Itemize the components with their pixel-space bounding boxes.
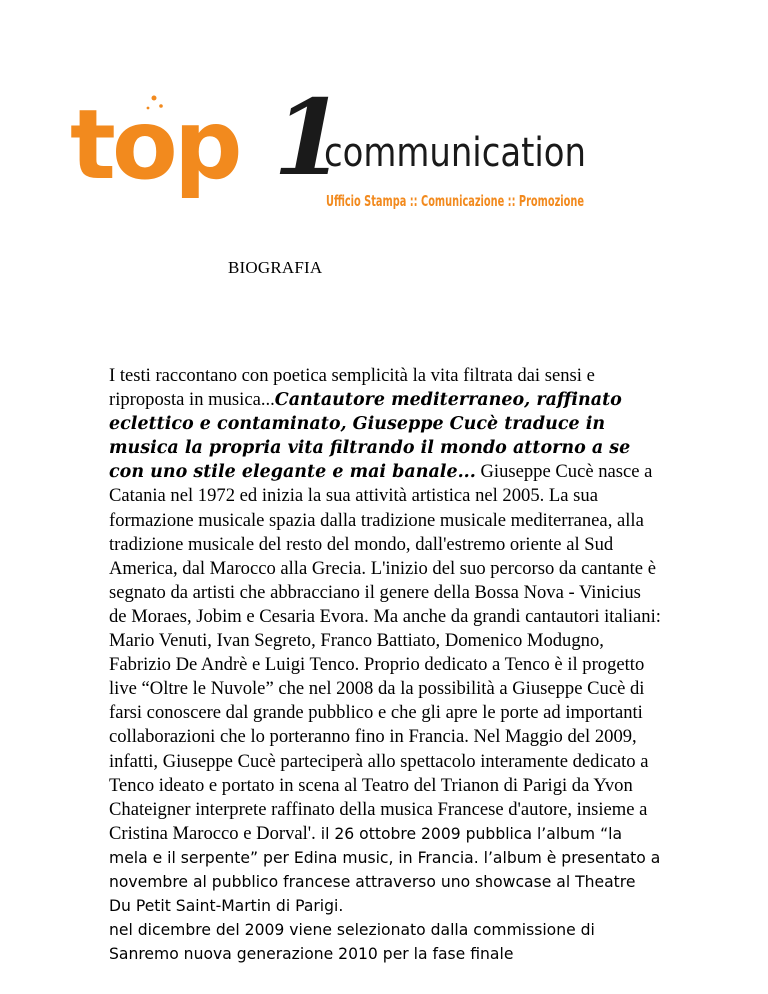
biography-paragraph bbox=[109, 364, 661, 966]
top1-communication-logo bbox=[68, 76, 588, 222]
company-logo bbox=[68, 76, 588, 222]
logo-tagline-text: Ufficio Stampa :: Comunicazione :: Promozione bbox=[326, 192, 584, 210]
logo-name-text: communication bbox=[324, 130, 586, 176]
album-text: il 26 ottobre 2009 pubblica l’album “la mela e il serpente” per Edina music, in Francia. l’album è presentato a novembre al pubblico francese attraverso uno showcase al Theatre Du Petit Saint-Martin di Parigi. bbox=[109, 824, 661, 916]
logo-numeral-text: 1 bbox=[273, 76, 346, 199]
tagline-bold-italic: Cantautore mediterraneo, raffinato eclettico e contaminato, Giuseppe Cucè traduce in musica la propria vita filtrando il mondo attorno a se con uno stile elegante e mai banale... bbox=[109, 390, 631, 483]
biography-text: Giuseppe Cucè nasce a Catania nel 1972 ed inizia la sua attività artistica nel 2005. La sua formazione musicale spazia dalla tradizione musicale mediterranea, alla tradizione musicale del resto del mondo, dall'estremo oriente al Sud America, dal Marocco alla Grecia. L'inizio del suo percorso da cantante è segnato da artisti che abbracciano il genere della Bossa Nova - Vinicius de Moraes, Jobim e Cesaria Evora. Ma anche da grandi cantautori italiani: Mario Venuti, Ivan Segreto, Franco Battiato, Domenico Modugno, Fabrizio De Andrè e Luigi Tenco. Proprio dedicato a Tenco è il progetto live “Oltre le Nuvole” che nel 2008 da la possibilità a Giuseppe Cucè di farsi conoscere dal grande pubblico e che gli apre le porte ad importanti collaborazioni che lo porteranno fino in Francia. Nel Maggio del 2009, infatti, Giuseppe Cucè parteciperà allo spettacolo interamente dedicato a Tenco ideato e portato in scena al Teatro del Trianon di Parigi da Yvon Chateigner interprete raffinato della musica Francese d'autore, insieme a Cristina Marocco e Dorval'. bbox=[109, 461, 661, 844]
sanremo-text: nel dicembre del 2009 viene selezionato dalla commissione di Sanremo nuova generazione 2010 per la fase finale bbox=[109, 921, 595, 964]
intro-text: I testi raccontano con poetica semplicità la vita filtrata dai sensi e riproposta in musica... bbox=[109, 365, 595, 411]
logo-mark-text: top bbox=[70, 89, 239, 201]
document-heading: BIOGRAFIA bbox=[228, 258, 323, 277]
